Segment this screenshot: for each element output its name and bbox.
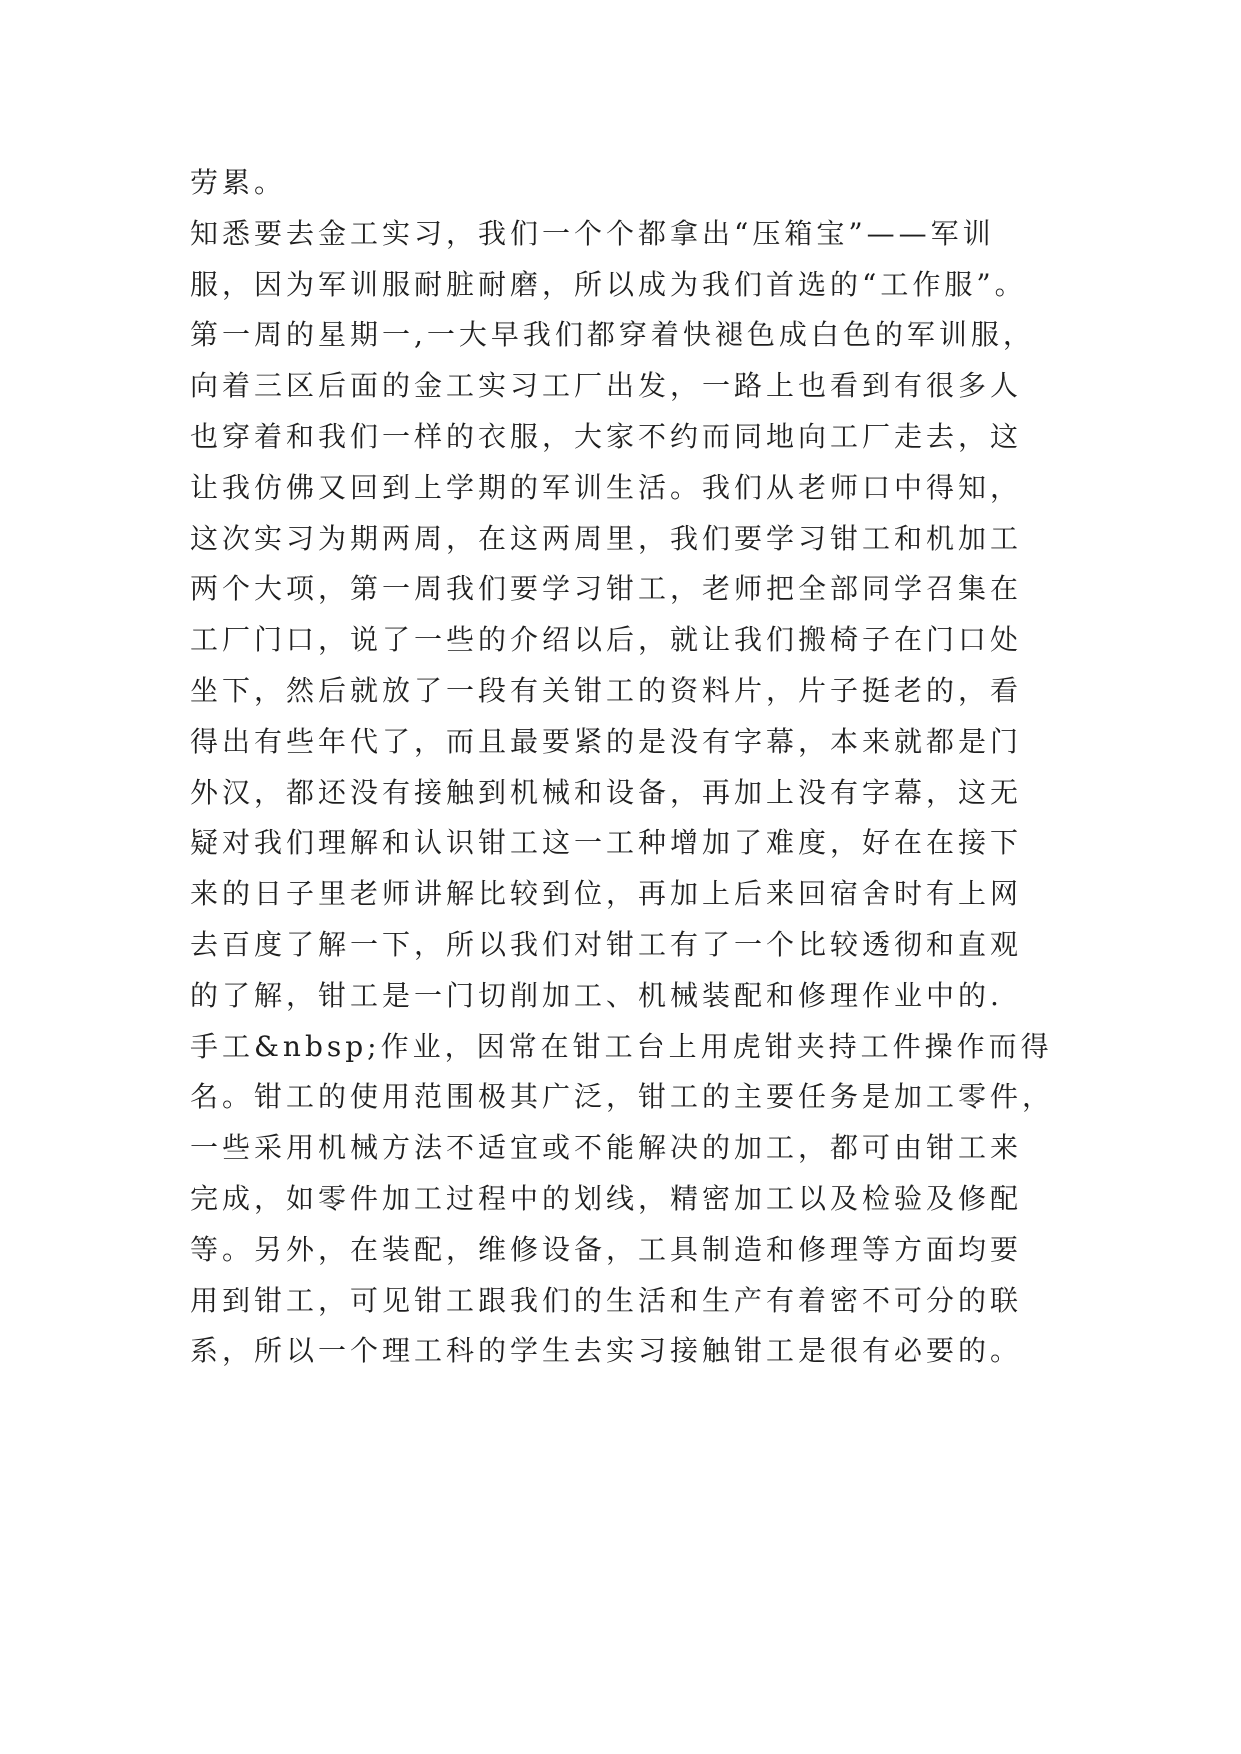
text-line: 用到钳工，可见钳工跟我们的生活和生产有着密不可分的联 [190,1283,1023,1317]
text-line: 也穿着和我们一样的衣服，大家不约而同地向工厂走去，这 [190,419,1023,453]
text-line: 服，因为军训服耐脏耐磨，所以成为我们首选的“工作服”。 [190,267,1027,301]
text-line: 等。另外，在装配，维修设备，工具制造和修理等方面均要 [190,1232,1023,1266]
text-line: 工厂门口，说了一些的介绍以后，就让我们搬椅子在门口处 [190,623,1023,657]
text-line: 完成，如零件加工过程中的划线，精密加工以及检验及修配 [190,1181,1023,1215]
text-line: 向着三区后面的金工实习工厂出发，一路上也看到有很多人 [190,369,1023,403]
text-line: 第一周的星期一,一大早我们都穿着快褪色成白色的军训服， [190,318,1035,352]
text-line: 外汉，都还没有接触到机械和设备，再加上没有字幕，这无 [190,775,1023,809]
text-line: 名。钳工的使用范围极其广泛，钳工的主要任务是加工零件， [190,1080,1055,1114]
text-line: 知悉要去金工实习，我们一个个都拿出“压箱宝”——军训 [190,216,995,250]
body-text [190,158,1070,1377]
text-line: 两个大项，第一周我们要学习钳工，老师把全部同学召集在 [190,572,1023,606]
text-line: 系，所以一个理工科的学生去实习接触钳工是很有必要的。 [190,1334,1023,1368]
text-line: 去百度了解一下，所以我们对钳工有了一个比较透彻和直观 [190,927,1023,961]
text-line: 手工&nbsp;作业，因常在钳工台上用虎钳夹持工件操作而得 [190,1029,1053,1063]
text-line: 这次实习为期两周，在这两周里，我们要学习钳工和机加工 [190,521,1023,555]
text-line: 让我仿佛又回到上学期的军训生活。我们从老师口中得知， [190,470,1023,504]
text-line: 坐下，然后就放了一段有关钳工的资料片，片子挺老的，看 [190,673,1023,707]
text-line: 的了解，钳工是一门切削加工、机械装配和修理作业中的. [190,978,1003,1012]
text-line: 疑对我们理解和认识钳工这一工种增加了难度，好在在接下 [190,826,1023,860]
text-line: 一些采用机械方法不适宜或不能解决的加工，都可由钳工来 [190,1131,1023,1165]
text-line: 来的日子里老师讲解比较到位，再加上后来回宿舍时有上网 [190,877,1023,911]
text-line: 得出有些年代了，而且最要紧的是没有字幕，本来就都是门 [190,724,1023,758]
text-line: 劳累。 [190,166,287,199]
